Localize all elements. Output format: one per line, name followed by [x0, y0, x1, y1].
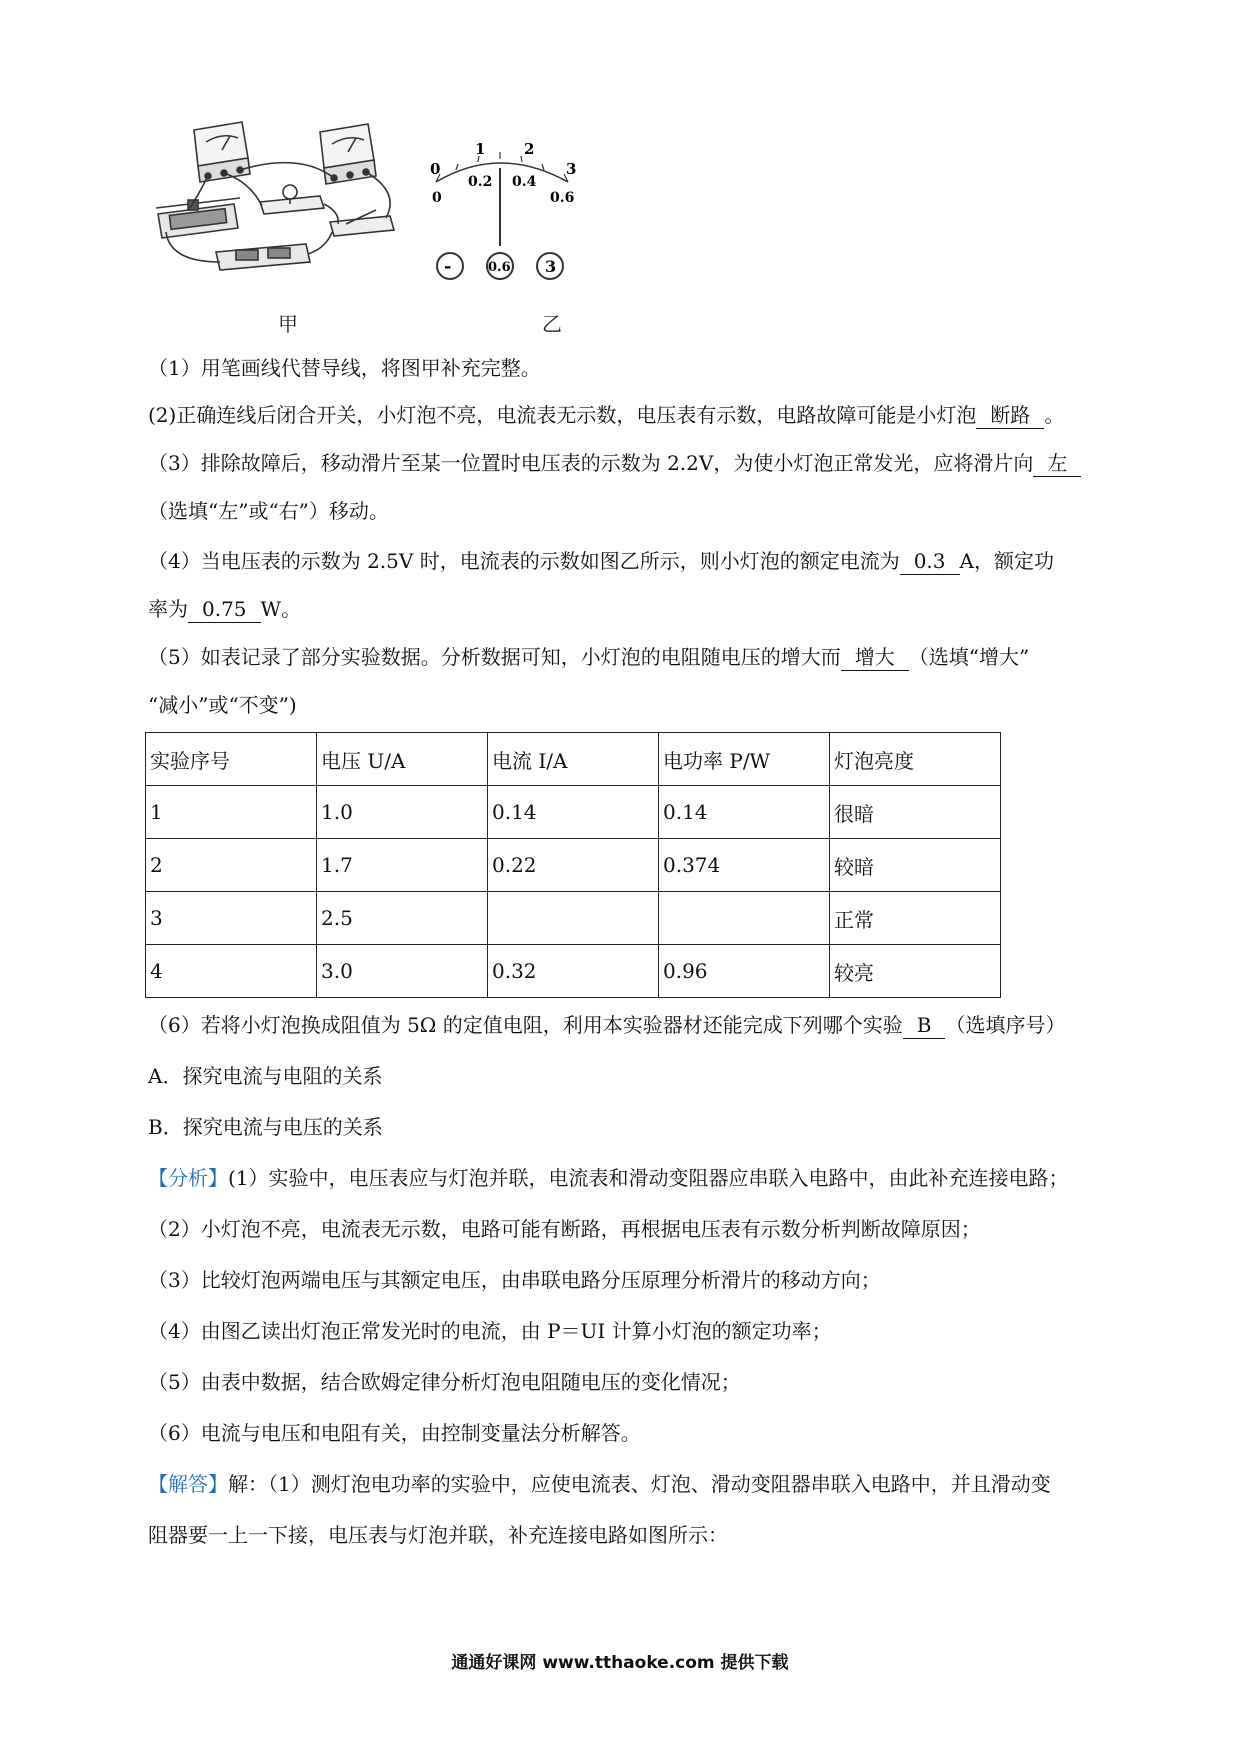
- data-table: [145, 732, 1001, 998]
- analysis-4: （4）由图乙读出灯泡正常发光时的电流，由 P＝UI 计算小灯泡的额定功率；: [148, 1319, 832, 1343]
- question-2: [148, 399, 1064, 431]
- figure-label-yi: 乙: [542, 312, 562, 336]
- voltmeter-device: [194, 122, 250, 182]
- table-header: 电压 U/A: [317, 733, 488, 786]
- analysis-6: （6）电流与电压和电阻有关，由控制变量法分析解答。: [148, 1421, 641, 1445]
- question-5-line2: “减小”或“不变”): [148, 693, 297, 717]
- question-2-text: (2)正确连线后闭合开关，小灯泡不亮，电流表无示数，电压表有示数，电路故障可能是小灯泡: [148, 403, 977, 427]
- question-4-line2-text: 率为: [148, 597, 188, 621]
- analysis-tag: 【分析】: [148, 1166, 228, 1190]
- table-cell: 4: [146, 945, 317, 998]
- terminal-neg: -: [444, 256, 452, 277]
- table-header: 电功率 P/W: [659, 733, 830, 786]
- analysis-1-text: (1）实验中，电压表应与灯泡并联，电流表和滑动变阻器应串联入电路中，由此补充连接电路；: [228, 1166, 1069, 1190]
- question-4-line2-end: W。: [260, 597, 302, 621]
- option-b: B．探究电流与电压的关系: [148, 1115, 383, 1139]
- solution-1: [148, 1468, 1051, 1500]
- lamp-board: [260, 185, 324, 214]
- table-cell: [659, 892, 830, 945]
- dial-bottom-0: 0: [432, 190, 442, 206]
- ammeter-dial: [430, 140, 576, 279]
- table-cell: 2: [146, 839, 317, 892]
- table-cell: 1.7: [317, 839, 488, 892]
- question-4-mid: A，额定功: [959, 549, 1054, 573]
- question-5: [148, 641, 1029, 673]
- question-2-end: 。: [1044, 403, 1065, 427]
- table-cell: 很暗: [830, 786, 1001, 839]
- table-cell: 较亮: [830, 945, 1001, 998]
- dial-top-0: 0: [430, 160, 441, 178]
- table-cell: 0.374: [659, 839, 830, 892]
- table-cell: 0.14: [488, 786, 659, 839]
- table-cell: 较暗: [830, 839, 1001, 892]
- analysis-2: （2）小灯泡不亮，电流表无示数，电路可能有断路，再根据电压表有示数分析判断故障原因；: [148, 1217, 981, 1241]
- question-3-line2: （选填“左”或“右”）移动。: [148, 499, 389, 523]
- table-cell: 3.0: [317, 945, 488, 998]
- question-5-end: （选填“增大”: [908, 645, 1030, 669]
- answer-5: 增大: [841, 644, 909, 671]
- solution-2: 阻器要一上一下接，电压表与灯泡并联，补充连接电路如图所示：: [148, 1523, 728, 1547]
- table-cell: 3: [146, 892, 317, 945]
- question-5-text: （5）如表记录了部分实验数据。分析数据可知，小灯泡的电阻随电压的增大而: [148, 645, 841, 669]
- table-cell: 2.5: [317, 892, 488, 945]
- analysis-1: [148, 1162, 1069, 1194]
- question-4-line2: [148, 593, 301, 625]
- question-6-text: （6）若将小灯泡换成阻值为 5Ω 的定值电阻，利用本实验器材还能完成下列哪个实验: [148, 1013, 903, 1037]
- answer-4-current: 0.3: [900, 548, 960, 575]
- battery-holder: [216, 244, 310, 270]
- table-cell: 0.96: [659, 945, 830, 998]
- table-cell: 0.32: [488, 945, 659, 998]
- question-3: [148, 447, 1081, 479]
- rheostat: [156, 198, 240, 238]
- question-1: （1）用笔画线代替导线，将图甲补充完整。: [148, 356, 541, 380]
- dial-top-2: 2: [524, 140, 535, 158]
- table-row: [146, 892, 1001, 945]
- table-header-row: [146, 733, 1001, 786]
- switch: [330, 210, 394, 236]
- table-cell: 1.0: [317, 786, 488, 839]
- analysis-3: （3）比较灯泡两端电压与其额定电压，由串联电路分压原理分析滑片的移动方向；: [148, 1268, 881, 1292]
- question-4-text: （4）当电压表的示数为 2.5V 时，电流表的示数如图乙所示，则小灯泡的额定电流为: [148, 549, 900, 573]
- terminal-3: 3: [545, 257, 557, 276]
- solution-1-text: 解：（1）测灯泡电功率的实验中，应使电流表、灯泡、滑动变阻器串联入电路中，并且滑动变: [228, 1472, 1051, 1496]
- table-header: 电流 I/A: [488, 733, 659, 786]
- terminal-0-6: 0.6: [488, 260, 511, 275]
- dial-top-3: 3: [566, 160, 577, 178]
- answer-3: 左: [1033, 450, 1081, 477]
- dial-bottom-3: 0.6: [550, 190, 575, 206]
- dial-top-1: 1: [475, 140, 486, 158]
- ammeter-terminals: [437, 253, 563, 279]
- solution-tag: 【解答】: [148, 1472, 228, 1496]
- table-row: [146, 786, 1001, 839]
- question-3-text: （3）排除故障后，移动滑片至某一位置时电压表的示数为 2.2V，为使小灯泡正常发光，应将滑片向: [148, 451, 1034, 475]
- answer-4-power: 0.75: [188, 596, 261, 623]
- answer-2: 断路: [976, 402, 1044, 429]
- option-a: A．探究电流与电阻的关系: [148, 1064, 383, 1088]
- table-cell: 0.22: [488, 839, 659, 892]
- answer-6: B: [903, 1012, 946, 1039]
- dial-bottom-2: 0.4: [512, 174, 537, 190]
- question-6: [148, 1009, 1065, 1041]
- table-header: 灯泡亮度: [830, 733, 1001, 786]
- table-cell: [488, 892, 659, 945]
- question-6-end: （选填序号）: [945, 1013, 1066, 1037]
- question-4: [148, 545, 1054, 577]
- table-cell: 1: [146, 786, 317, 839]
- table-row: [146, 945, 1001, 998]
- figure-label-jia: 甲: [278, 312, 298, 336]
- dial-bottom-1: 0.2: [468, 174, 493, 190]
- table-header: 实验序号: [146, 733, 317, 786]
- analysis-5: （5）由表中数据，结合欧姆定律分析灯泡电阻随电压的变化情况；: [148, 1370, 741, 1394]
- circuit-figure: [150, 112, 670, 344]
- table-row: [146, 839, 1001, 892]
- page-footer: 通通好课网 www.tthaoke.com 提供下载: [451, 1653, 789, 1673]
- table-cell: 正常: [830, 892, 1001, 945]
- circuit-drawing: [150, 112, 670, 344]
- table-cell: 0.14: [659, 786, 830, 839]
